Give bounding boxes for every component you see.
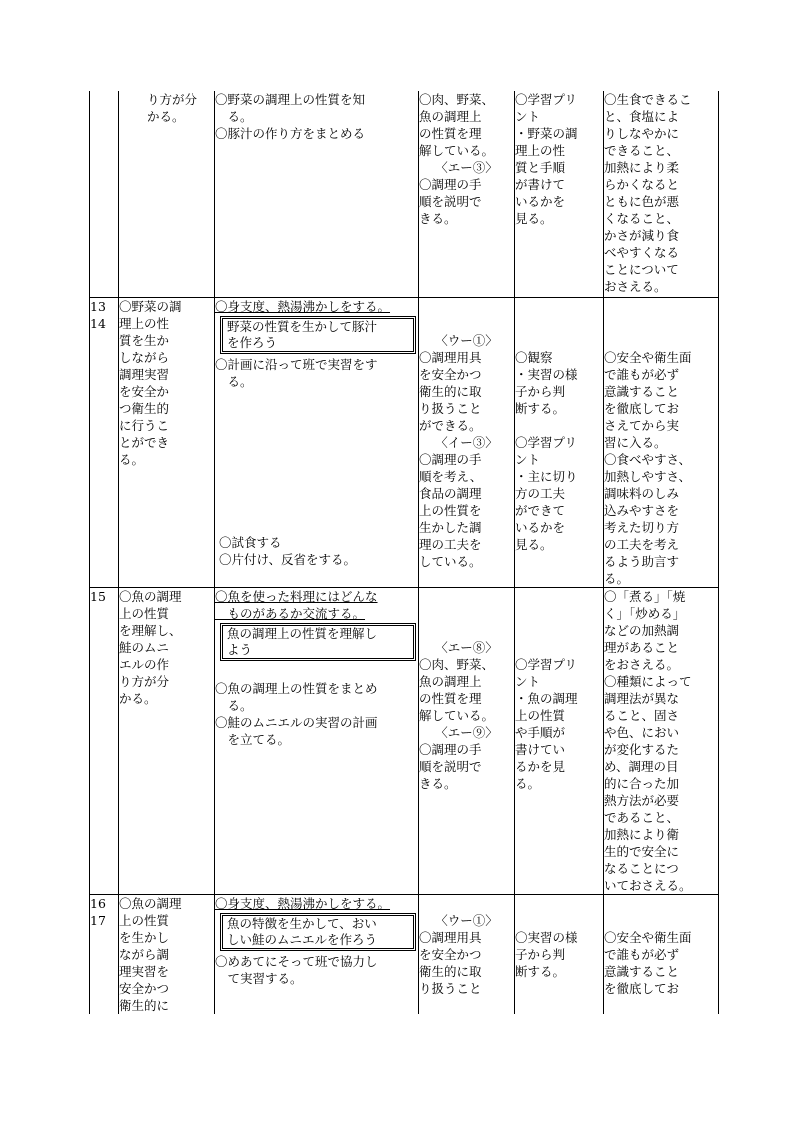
method-cell: 〇学習プリ ント ・野菜の調 理上の性 質と手順 が書けて いるかを 見る。 xyxy=(515,91,604,298)
activity-item: 〇めあてにそって班で協力し て実習する。 xyxy=(215,954,378,986)
lesson-aim-box: 魚の特徴を生かして、おい しい鮭のムニエルを作ろう xyxy=(220,913,416,951)
activity-item: 〇魚を使った料理にはどんな ものがあるか交流する。 xyxy=(215,589,378,621)
period-cell: 13 14 xyxy=(90,298,119,588)
method-cell: 〇観察 ・実習の様 子から判 断する。 〇学習プリ ント ・主に切り 方の工夫 ができて いるかを 見る。 xyxy=(515,298,604,588)
goal-cell: 〇野菜の調 理上の性 質を生か しながら 調理実習 を安全か つ衛生的 に行うこ とができ る。 xyxy=(119,298,215,588)
support-cell: 〇「煮る」「焼 く」「炒める」 などの加熱調 理があること をおさえる。 〇種類によって 調理法が異な ること、固さ や色、におい が変化するた め、調理の目 的に合った加 熱方法が必要 であること、 加熱により衛 生的で安全に なることにつ いておさえる。 xyxy=(604,588,719,895)
method-cell: 〇学習プリ ント ・魚の調理 上の性質 や手順が 書けてい るかを見 る。 xyxy=(515,588,604,895)
period-cell xyxy=(90,91,119,298)
activity-item: 〇身支度、熱湯沸かしをする。 xyxy=(215,299,391,314)
evaluation-cell: 〈エー⑧〉 〇肉、野菜、 魚の調理上 の性質を理 解している。 〈エー⑨〉 〇調理の手 順を説明で きる。 xyxy=(419,588,515,895)
activity-cell xyxy=(215,298,419,588)
criterion-tag: 〈イー③〉 xyxy=(435,435,498,450)
evaluation-cell: 〈ウー①〉 〇調理用具 を安全かつ 衛生的に取 り扱うこと xyxy=(419,895,515,1015)
criterion-tag: 〈ウー①〉 xyxy=(435,913,498,928)
period-cell: 15 xyxy=(90,588,119,895)
criterion-tag: 〈ウー①〉 xyxy=(435,333,498,348)
activity-cell xyxy=(215,895,419,1015)
criterion-tag: 〈エー⑧〉 xyxy=(435,640,498,655)
lesson-plan-table xyxy=(89,91,719,1014)
activity-item: 〇計画に沿って班で実習をす る。 xyxy=(215,357,378,389)
goal-cell: 〇魚の調理 上の性質 を理解し、 鮭のムニ エルの作 り方が分 かる。 xyxy=(119,588,215,895)
activity-item: 〇魚の調理上の性質をまとめ る。 xyxy=(215,681,378,713)
method-cell: 〇実習の様 子から判 断する。 xyxy=(515,895,604,1015)
support-cell: 〇生食できるこ と、食塩によ りしなやかに できること、 加熱により柔 らかくなると ともに色が悪 くなること、 かさが減り食 べやすくなる ことについて おさえる。 xyxy=(604,91,719,298)
goal-cell: 〇魚の調理 上の性質 を生かし ながら調 理実習を 安全かつ 衛生的に xyxy=(119,895,215,1015)
evaluation-cell: 〇肉、野菜、 魚の調理上 の性質を理 解している。 〈エー③〉 〇調理の手 順を説明で きる。 xyxy=(419,91,515,298)
activity-item: 〇豚汁の作り方をまとめる xyxy=(215,126,366,141)
activity-item: 〇片付け、反省をする。 xyxy=(219,552,357,567)
activity-bottom xyxy=(219,534,356,568)
activity-cell xyxy=(215,588,419,895)
criterion-tag: 〈エー⑨〉 xyxy=(435,725,498,740)
activity-cell xyxy=(215,91,419,298)
lesson-aim-box: 野菜の性質を生かして豚汁 を作ろう xyxy=(220,316,416,354)
table-row xyxy=(90,895,719,1015)
activity-item: 〇鮭のムニエルの実習の計画 を立てる。 xyxy=(215,715,378,747)
support-cell: 〇安全や衛生面 で誰もが必ず 意識すること を徹底してお さえてから実 習に入る。 〇食べやすさ、 加熱しやすさ、 調味料のしみ 込みやすさを 考えた切り方 の工夫を考え るよう助言す る。 xyxy=(604,298,719,588)
table-row xyxy=(90,91,719,298)
activity-item: 〇野菜の調理上の性質を知 る。 xyxy=(215,92,366,124)
table-row xyxy=(90,298,719,588)
table-row xyxy=(90,588,719,895)
activity-item: 〇試食する xyxy=(219,535,282,550)
support-cell: 〇安全や衛生面 で誰もが必ず 意識すること を徹底してお xyxy=(604,895,719,1015)
lesson-aim-box: 魚の調理上の性質を理解し よう xyxy=(220,623,416,661)
evaluation-cell: 〈ウー①〉 〇調理用具 を安全かつ 衛生的に取 り扱うこと ができる。 〈イー③〉 〇調理の手 順を考え、 食品の調理 上の性質を 生かした調 理の工夫を している。 xyxy=(419,298,515,588)
activity-item: 〇身支度、熱湯沸かしをする。 xyxy=(215,896,391,911)
criterion-tag: 〈エー③〉 xyxy=(435,160,498,175)
goal-cell: り方が分 かる。 xyxy=(119,91,215,298)
period-cell: 16 17 xyxy=(90,895,119,1015)
